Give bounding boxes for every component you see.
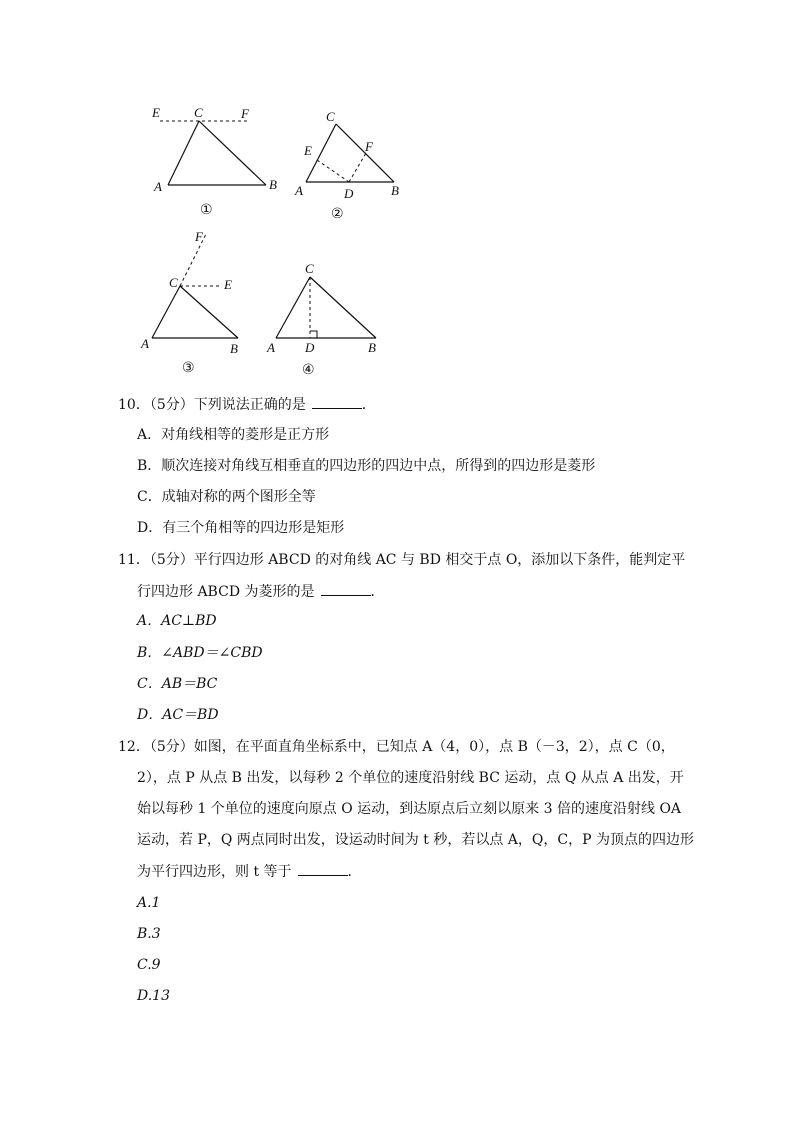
- label-b: B: [368, 340, 376, 355]
- label-a: A: [154, 179, 162, 194]
- question-12-option-c: C.9: [137, 957, 161, 973]
- label-e: E: [152, 105, 160, 120]
- question-number: 11．: [118, 552, 150, 568]
- label-c: C: [169, 275, 178, 290]
- label-c: C: [194, 105, 203, 120]
- question-end: ．: [347, 864, 362, 880]
- question-text: 为平行四边形，则 t 等于: [137, 864, 292, 880]
- label-d: D: [305, 340, 315, 355]
- question-text: 下列说法正确的是: [193, 397, 306, 413]
- question-12-stem-line2: 2），点 P 从点 B 出发，以每秒 2 个单位的速度沿射线 BC 运动，点 Q 从点 A 出发，开: [137, 770, 684, 786]
- figure-caption: ③: [182, 360, 195, 376]
- label-c: C: [326, 109, 335, 124]
- label-e: E: [224, 277, 232, 292]
- question-12-stem-line3: 始以每秒 1 个单位的速度向原点 O 运动，到达原点后立刻以原来 3 倍的速度沿射线 OA: [137, 801, 682, 817]
- question-11-option-b: B．∠ABD＝∠CBD: [137, 645, 263, 661]
- figure-caption: ④: [302, 362, 315, 378]
- question-12-stem-line5: [137, 861, 362, 882]
- figure-1: [148, 104, 288, 219]
- question-12-stem-line4: 运动，若 P，Q 两点同时出发，设运动时间为 t 秒，若以点 A，Q，C，P 为顶点的四边形: [137, 832, 694, 848]
- label-a: A: [267, 340, 275, 355]
- label-f: F: [241, 106, 249, 121]
- question-text: 如图，在平面直角坐标系中，已知点 A（4，0），点 B（－3，2），点 C（0，: [193, 739, 675, 755]
- question-10-option-c: C．成轴对称的两个图形全等: [137, 489, 316, 505]
- question-12-option-a: A.1: [137, 895, 161, 911]
- answer-blank: [298, 861, 348, 876]
- question-11-stem-cont: [137, 581, 385, 602]
- answer-blank: [312, 394, 362, 409]
- answer-blank: [321, 581, 371, 596]
- label-e: E: [304, 143, 312, 158]
- question-end: ．: [370, 584, 385, 600]
- figure-4: [264, 258, 389, 378]
- label-f: F: [195, 229, 203, 244]
- label-b: B: [269, 177, 277, 192]
- question-11-stem: [118, 550, 685, 570]
- question-number: 10．: [118, 397, 150, 413]
- label-a: A: [295, 183, 303, 198]
- figure-caption: ②: [331, 206, 344, 222]
- question-text: 行四边形 ABCD 为菱形的是: [137, 584, 315, 600]
- figure-2: [294, 108, 409, 223]
- question-12-stem: [118, 737, 675, 757]
- figure-2-diagram: [294, 108, 409, 223]
- label-b: B: [230, 341, 238, 356]
- label-a: A: [141, 336, 149, 351]
- figure-1-diagram: [148, 104, 288, 219]
- question-10-option-a: A．对角线相等的菱形是正方形: [137, 427, 330, 443]
- question-text: 平行四边形 ABCD 的对角线 AC 与 BD 相交于点 O，添加以下条件，能判定平: [193, 552, 686, 568]
- question-score: （5分）: [149, 552, 194, 568]
- question-number: 12．: [118, 739, 150, 755]
- question-score: （5分）: [149, 397, 194, 413]
- question-end: ．: [361, 397, 376, 413]
- label-d: D: [344, 186, 354, 201]
- question-12-option-b: B.3: [137, 926, 161, 942]
- figure-3-diagram: [138, 228, 258, 378]
- question-12-option-d: D.13: [137, 988, 170, 1004]
- question-10-option-b: B．顺次连接对角线互相垂直的四边形的四边中点，所得到的四边形是菱形: [137, 458, 596, 474]
- label-f: F: [365, 139, 373, 154]
- question-score: （5分）: [149, 739, 194, 755]
- question-11-option-a: A．AC⊥BD: [137, 613, 217, 629]
- figure-caption: ①: [200, 202, 213, 218]
- question-11-option-d: D．AC＝BD: [137, 707, 219, 723]
- question-11-option-c: C．AB＝BC: [137, 676, 218, 692]
- figure-4-diagram: [264, 258, 389, 378]
- figure-3: [138, 228, 258, 378]
- label-b: B: [391, 183, 399, 198]
- label-c: C: [305, 261, 314, 276]
- question-10-option-d: D．有三个角相等的四边形是矩形: [137, 520, 345, 536]
- question-10-stem: [118, 394, 376, 415]
